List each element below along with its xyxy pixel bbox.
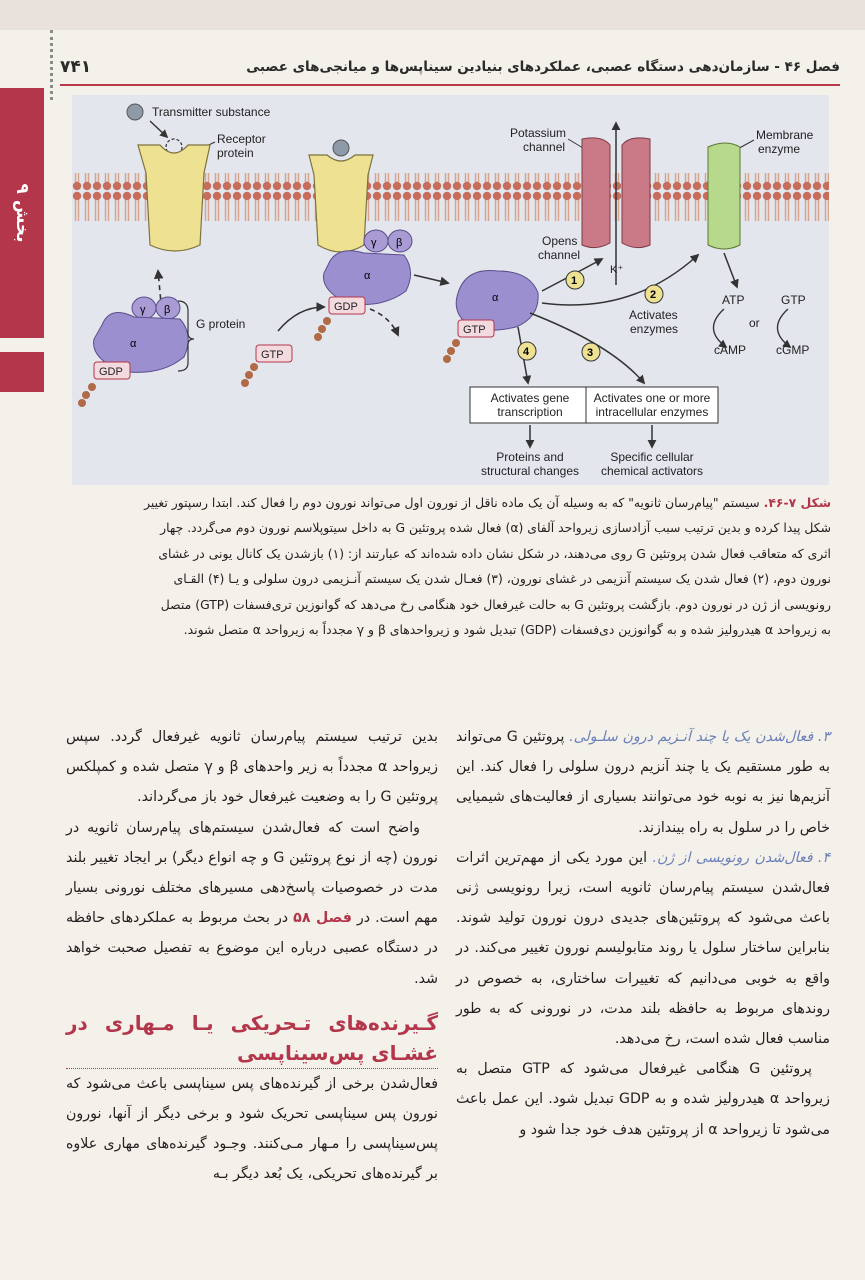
svg-text:protein: protein	[217, 146, 254, 160]
label-camp: cAMP	[714, 343, 747, 357]
svg-text:intracellular enzymes: intracellular enzymes	[595, 405, 709, 419]
transmitter-bound	[333, 140, 349, 156]
figure-caption	[66, 490, 831, 642]
receptor-protein-active	[309, 155, 373, 252]
potassium-channel	[582, 138, 610, 248]
svg-text:α: α	[364, 270, 371, 282]
item-3-heading: ۳. فعال‌شدن یک یا چند آنـزیم درون سلـولی.	[569, 729, 830, 745]
label-g-protein: G protein	[196, 317, 246, 331]
item-3-body: پروتئین G می‌تواند به طور مستقیم یک یا چند آنزیم درون سلولی را فعال کند. این آنزیم‌ها نیز به نوبه خود می‌توانند بسیاری از فعالیت‌های شیمیایی خاص را در سلول به راه بیندازند.	[456, 729, 830, 836]
svg-text:structural changes: structural changes	[480, 464, 580, 478]
label-transmitter: Transmitter substance	[152, 105, 271, 119]
caption-line: اثری که متعاقب فعال شدن پروتئین G روی می‌دهند، در شکل نشان داده شده‌اند که عبارتند از: (۱) بازشدن یک کانال یونی در غشای	[158, 545, 831, 561]
margin-dots	[50, 30, 57, 100]
closing-paragraph: پروتئین G هنگامی غیرفعال می‌شود که GTP متصل به زیرواحد α هیدرولیز شده و به GDP تبدیل شود. این عمل باعث می‌شود تا زیرواحد α از پروتئین هدف خود جدا شود و	[456, 1061, 831, 1138]
label-atp: ATP	[722, 293, 745, 307]
label-or: or	[749, 316, 760, 330]
svg-text:Activates one or more: Activates one or more	[593, 391, 711, 405]
figure-g-protein-diagram	[72, 95, 829, 485]
marker-1: 1	[571, 275, 578, 287]
right-column	[456, 722, 830, 1145]
svg-text:γ: γ	[140, 304, 146, 316]
caption-label: شکل ۷-۴۶.	[763, 495, 831, 510]
svg-text:chemical activators: chemical activators	[600, 464, 704, 478]
svg-text:α: α	[130, 338, 137, 350]
chapter-title: فصل ۴۶ - سازمان‌دهی دستگاه عصبی، عملکردهای بنیادین سیناپس‌ها و میانجی‌های عصبی	[246, 59, 840, 75]
top-band	[0, 0, 865, 30]
item-4-body: این مورد یکی از مهم‌ترین اثرات فعال‌شدن سیستم پیام‌رسان ثانویه است، زیرا رونویسی ژنی باعث می‌شود که پروتئین‌های جدیدی درون نورون تولید شوند. بنابراین ساختار سلول یا روند متابولیسم نورون تغییر می‌کند. در واقع به خوبی می‌دانیم که تغییرات ساختاری، به خصوص در روندهای مربوط به حافظه بلند مدت، در نورونی که به طور مناسب فعال شده است، رخ می‌دهد.	[456, 849, 830, 1048]
membrane-enzyme	[708, 143, 740, 249]
paragraph-2: واضح است که فعال‌شدن سیستم‌های پیام‌رسان ثانویه در نورون (چه از نوع پروتئین G و چه انواع دیگر) بر ایجاد تغییر بلند مدت در خصوصیات پاسخ‌دهی مسیرهای مختلف نورونی بسیار مهم است. در فصل ۵۸ در بحث مربوط به عملکردهای حافظه در دستگاه عصبی درباره این موضوع به تفصیل صحبت خواهد شد.	[66, 819, 439, 987]
paragraph-3: فعال‌شدن برخی از گیرنده‌های پس سیناپسی باعث می‌شود که نورون پس سیناپسی تحریک شود و برخی دیگر از آنها، نورون پس‌سیناپسی را مـهار مـی‌کنند. وجـود گیرنده‌های مهاری علاوه بر گیرنده‌های تحریکی، یک بُعد دیگر بـه	[66, 1075, 438, 1183]
label-k-plus: K⁺	[610, 264, 624, 276]
caption-line: نورون دوم، (۲) فعال شدن یک سیستم آنزیمی در غشای نورون، (۳) فعـال شدن یک سیستم آنـزیمی درون سلولی و یـا (۴) القـای	[173, 571, 831, 587]
label-cgmp: cGMP	[776, 343, 810, 357]
label-gtp-substrate: GTP	[781, 293, 806, 307]
svg-text:β: β	[164, 304, 171, 316]
svg-text:channel: channel	[523, 140, 566, 154]
label-receptor: Receptor	[217, 132, 266, 146]
left-column	[66, 722, 438, 1190]
chapter-reference: فصل ۵۸	[293, 910, 352, 927]
label-potassium-channel: Potassium	[510, 126, 567, 140]
caption-line: رونویسی از ژن در نورون دوم. بازگشت پروتئین G به حالت غیرفعال خود هنگامی رخ می‌دهد که گوانوزین تری‌فسفات (GTP) متصل	[160, 596, 831, 612]
transmitter-molecule	[127, 104, 143, 120]
caption-line: شکل پیدا کرده و بدین ترتیب سبب آزادسازی زیرواحد آلفای (α) فعال شده پروتئین G به داخل سیتوپلاسم نورون دوم می‌گردد. چهار	[160, 520, 831, 536]
svg-text:α: α	[492, 292, 499, 304]
label-opens-channel: Opens	[542, 234, 578, 248]
caption-line: به زیرواحد α هیدرولیز شده و به گوانوزین دی‌فسفات (GDP) تبدیل شود و زیرواحدهای β و γ مجدداً به زیرواحد α متصل شوند.	[183, 622, 831, 638]
marker-2: 2	[650, 289, 657, 301]
item-3	[456, 722, 830, 843]
svg-text:GDP: GDP	[334, 301, 358, 313]
receptor-protein-inactive	[138, 145, 210, 251]
item-4	[456, 843, 830, 1054]
marker-4: 4	[523, 346, 530, 358]
svg-text:GTP: GTP	[463, 324, 486, 336]
marker-3: 3	[587, 347, 594, 359]
label-activates-enzymes: Activates	[629, 308, 678, 322]
label-specific-activators: Specific cellular	[610, 450, 694, 464]
svg-text:β: β	[396, 237, 403, 249]
svg-text:GDP: GDP	[99, 366, 123, 378]
svg-text:GTP: GTP	[261, 349, 284, 361]
page-number: ۷۴۱	[60, 57, 92, 77]
svg-text:γ: γ	[371, 237, 377, 249]
svg-text:enzymes: enzymes	[630, 322, 679, 336]
label-membrane-enzyme: Membrane	[756, 128, 814, 142]
svg-text:channel: channel	[538, 248, 581, 262]
page-header	[60, 50, 840, 86]
svg-text:Activates gene: Activates gene	[490, 391, 570, 405]
section-tab	[0, 88, 44, 338]
section-tab-marker	[0, 352, 44, 392]
paragraph-1: بدین ترتیب سیستم پیام‌رسان ثانویه غیرفعال گردد. سپس زیرواحد α مجدداً به زیر واحدهای β و γ متصل شده و کمپلکس پروتئین G را به وضعیت غیرفعال خود باز می‌گرداند.	[66, 729, 439, 806]
section-heading: گـیرنده‌های تـحریکی یـا مـهاری در غشـای پس‌سیناپسی	[66, 1008, 438, 1069]
section-tab-label: بخش ۹	[12, 183, 32, 243]
caption-line: شکل ۷-۴۶. سیستم "پیام‌رسان ثانویه" که به وسیله آن یک ماده ناقل از نورون اول می‌تواند نورون دوم را فعال کند. ابتدا رسپتور تغییر	[144, 495, 831, 510]
item-4-heading: ۴. فعال‌شدن رونویسی از ژن.	[652, 849, 830, 866]
svg-text:transcription: transcription	[497, 405, 563, 419]
label-proteins: Proteins and	[496, 450, 564, 464]
svg-text:enzyme: enzyme	[758, 142, 801, 156]
